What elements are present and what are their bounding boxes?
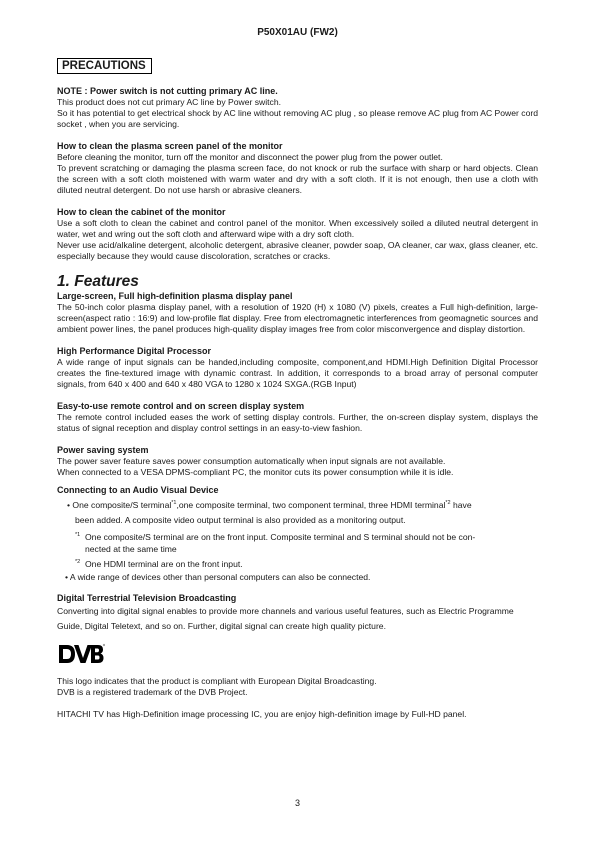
av-footnote-1: *1 One composite/S terminal are on the front input. Composite terminal and S terminal should not be con- [57, 529, 538, 543]
remote-paragraph: The remote control included eases the work of setting display controls. Further, the on-screen display system, displays the status of signal reception and display control settings in an easy-to-view fashion. [57, 412, 538, 433]
hitachi-note: HITACHI TV has High-Definition image processing IC, you are enjoy high-definition image by Full-HD panel. [57, 708, 467, 719]
av-bullet-terminals: • One composite/S terminal$^{*1}$,one composite terminal, two component terminal, three HDMI terminal$^{*2}$ have [67, 499, 472, 510]
dvb-logo-icon [57, 642, 105, 666]
dtt-paragraph: Converting into digital signal enables to provide more channels and various useful features, such as Electric Programme Guide, Digital Teletext, and so on. Further, digital signal can create high quality picture. [57, 605, 514, 632]
clean-screen-heading: How to clean the plasma screen panel of the monitor [57, 141, 283, 151]
footnote-mark: *1 [75, 531, 81, 538]
power-switch-note-heading: NOTE : Power switch is not cutting primary AC line. [57, 86, 278, 96]
power-saving-heading: Power saving system [57, 445, 149, 455]
large-screen-heading: Large-screen, Full high-definition plasma display panel [57, 291, 293, 301]
clean-screen-paragraph: To prevent scratching or damaging the plasma screen face, do not knock or rub the surface with sharp or hard objects. Clean the screen with a soft cloth moistened with warm water and dry with a soft cloth. If it is not enough, then use a cloth with diluted neutral detergent. Do not use harsh or abrasive cleaners. [57, 163, 538, 195]
large-screen-paragraph: The 50-inch color plasma display panel, with a resolution of 1920 (H) x 1080 (V) pixels, creates a Full high-definition, large-screen(aspect ratio : 16:9) and low-profile flat display. Free from electromagnetic interferences from geomagnetic sources and ambient power lines, the panel produces high-quality display images free from color misconvergence and display distortion. [57, 302, 538, 334]
page-number: 3 [294, 798, 300, 808]
model-header: P50X01AU (FW2) [257, 27, 338, 38]
processor-paragraph: A wide range of input signals can be handed,including composite, component,and HDMI.High Definition Digital Processor creates the fine-textured image with dynamic contrast. In addition, it corresponds to a broad array of personal computer signals, from 640 x 400 and 640 x 480 VGA to 1280 x 1024 SXGA.(RGB Input) [57, 357, 538, 389]
power-saving-line: The power saver feature saves power consumption automatically when input signals are not available. [57, 456, 446, 466]
footnote-mark: *2 [75, 558, 81, 565]
power-saving-line: When connected to a VESA DPMS-compliant PC, the monitor cuts its power consumption while it is idle. [57, 467, 454, 477]
av-device-heading: Connecting to an Audio Visual Device [57, 485, 219, 495]
av-bullet-devices: • A wide range of devices other than personal computers can also be connected. [65, 572, 371, 583]
av-bullet-continuation: been added. A composite video output terminal is also provided as a monitoring output. [75, 515, 406, 526]
clean-cabinet-heading: How to clean the cabinet of the monitor [57, 207, 226, 217]
dtt-heading: Digital Terrestrial Television Broadcasting [57, 592, 237, 603]
clean-cabinet-paragraph: Use a soft cloth to clean the cabinet and control panel of the monitor. When excessively soiled a diluted neutral detergent in water, wet and wring out the soft cloth and afterward wipe with a dry soft cloth. [57, 218, 538, 239]
power-switch-note-line: So it has potential to get electrical shock by AC line without removing AC plug , so please remove AC plug from AC Power cord socket , when you are servicing. [57, 108, 539, 129]
clean-cabinet-paragraph: Never use acid/alkaline detergent, alcoholic detergent, abrasive cleaner, powder soap, OA cleaner, car wax, glass cleaner, etc. especially because they would cause discoloration, scratches or cracks. [57, 240, 538, 261]
remote-heading: Easy-to-use remote control and on screen display system [57, 401, 305, 411]
footnote-mark: *1 [171, 500, 177, 506]
dvb-logo-note: This logo indicates that the product is compliant with European Digital Broadcasting. [57, 675, 377, 686]
dvb-trademark-note: DVB is a registered trademark of the DVB Project. [57, 686, 248, 697]
precautions-title: PRECAUTIONS [57, 58, 152, 74]
av-footnote-1-continuation: nected at the same time [85, 544, 177, 555]
power-switch-note-line: This product does not cut primary AC line by Power switch. [57, 97, 282, 107]
clean-screen-paragraph: Before cleaning the monitor, turn off the monitor and disconnect the power plug from the power outlet. [57, 152, 443, 162]
processor-heading: High Performance Digital Processor [57, 346, 212, 356]
footnote-mark: *2 [445, 500, 451, 506]
page-content [57, 86, 538, 720]
features-title: 1. Features [57, 273, 139, 290]
av-footnote-2: *2 One HDMI terminal are on the front input. [57, 556, 538, 570]
